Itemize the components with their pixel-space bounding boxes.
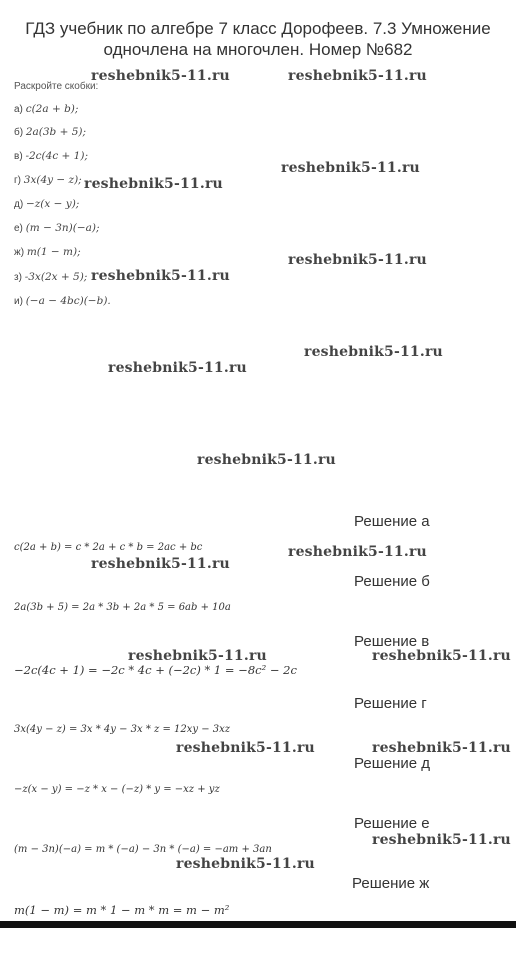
solution-heading-v: Решение в [354, 633, 430, 650]
solution-heading-d: Решение д [354, 755, 430, 772]
task-item-e [14, 222, 100, 234]
task-label: в) [14, 151, 23, 162]
watermark: reshebnik5-11.ru [84, 176, 223, 192]
solution-text-d: −z(x − y) = −z * x − (−z) * y = −xz + yz [14, 784, 220, 795]
task-expression: -3x(2x + 5); [24, 271, 88, 283]
watermark: reshebnik5-11.ru [304, 344, 443, 360]
task-expression: (m − 3n)(−a); [25, 222, 100, 234]
solution-text-a: c(2a + b) = c * 2a + c * b = 2ac + bc [14, 542, 203, 553]
solution-text-e: (m − 3n)(−a) = m * (−a) − 3n * (−a) = −am + 3an [14, 844, 272, 855]
task-item-zh [14, 246, 81, 258]
watermark: reshebnik5-11.ru [91, 68, 230, 84]
task-expression: c(2a + b); [25, 103, 79, 115]
task-item-i [14, 295, 111, 307]
solution-heading-zh: Решение ж [352, 875, 430, 892]
task-label: ж) [14, 247, 25, 258]
watermark: reshebnik5-11.ru [288, 68, 427, 84]
watermark: reshebnik5-11.ru [91, 268, 230, 284]
task-item-a [14, 103, 78, 115]
task-label: з) [14, 272, 22, 283]
task-item-v [14, 150, 88, 162]
watermark: reshebnik5-11.ru [176, 740, 315, 756]
watermark: reshebnik5-11.ru [372, 832, 511, 848]
task-expression: 3x(4y − z); [23, 174, 82, 186]
task-intro: Раскройте скобки: [14, 81, 99, 92]
watermark: reshebnik5-11.ru [128, 648, 267, 664]
watermark: reshebnik5-11.ru [91, 556, 230, 572]
solution-text-zh: m(1 − m) = m * 1 − m * m = m − m² [14, 903, 230, 917]
task-label: а) [14, 104, 23, 115]
watermark: reshebnik5-11.ru [176, 856, 315, 872]
page-title: ГДЗ учебник по алгебре 7 класс Дорофеев. 7.3 Умножение одночлена на многочлен. Номер №682 [25, 19, 491, 59]
solution-heading-e: Решение е [354, 815, 430, 832]
task-item-g [14, 174, 82, 186]
task-expression: 2a(3b + 5); [25, 126, 87, 138]
task-label: б) [14, 127, 24, 138]
task-label: и) [14, 296, 23, 307]
watermark: reshebnik5-11.ru [288, 252, 427, 268]
watermark: reshebnik5-11.ru [372, 740, 511, 756]
task-expression: −z(x − y); [25, 198, 80, 210]
solution-heading-a: Решение а [354, 513, 430, 530]
solution-heading-g: Решение г [354, 695, 427, 712]
task-label: е) [14, 223, 23, 234]
task-expression: -2c(4c + 1); [25, 150, 88, 162]
task-item-b [14, 126, 86, 138]
task-item-z [14, 271, 87, 283]
task-label: д) [14, 199, 24, 210]
watermark: reshebnik5-11.ru [281, 160, 420, 176]
solution-text-v: −2c(4c + 1) = −2c * 4c + (−2c) * 1 = −8c² − 2c [14, 663, 297, 677]
bottom-divider [0, 921, 516, 928]
solution-text-g: 3x(4y − z) = 3x * 4y − 3x * z = 12xy − 3xz [14, 724, 231, 735]
solution-heading-b: Решение б [354, 573, 430, 590]
task-expression: m(1 − m); [26, 246, 81, 258]
solution-text-b: 2a(3b + 5) = 2a * 3b + 2a * 5 = 6ab + 10a [14, 602, 231, 613]
watermark: reshebnik5-11.ru [372, 648, 511, 664]
task-label: г) [14, 175, 21, 186]
task-expression: (−a − 4bc)(−b). [25, 295, 111, 307]
watermark: reshebnik5-11.ru [108, 360, 247, 376]
task-item-d [14, 198, 79, 210]
watermark: reshebnik5-11.ru [197, 452, 336, 468]
watermark: reshebnik5-11.ru [288, 544, 427, 560]
